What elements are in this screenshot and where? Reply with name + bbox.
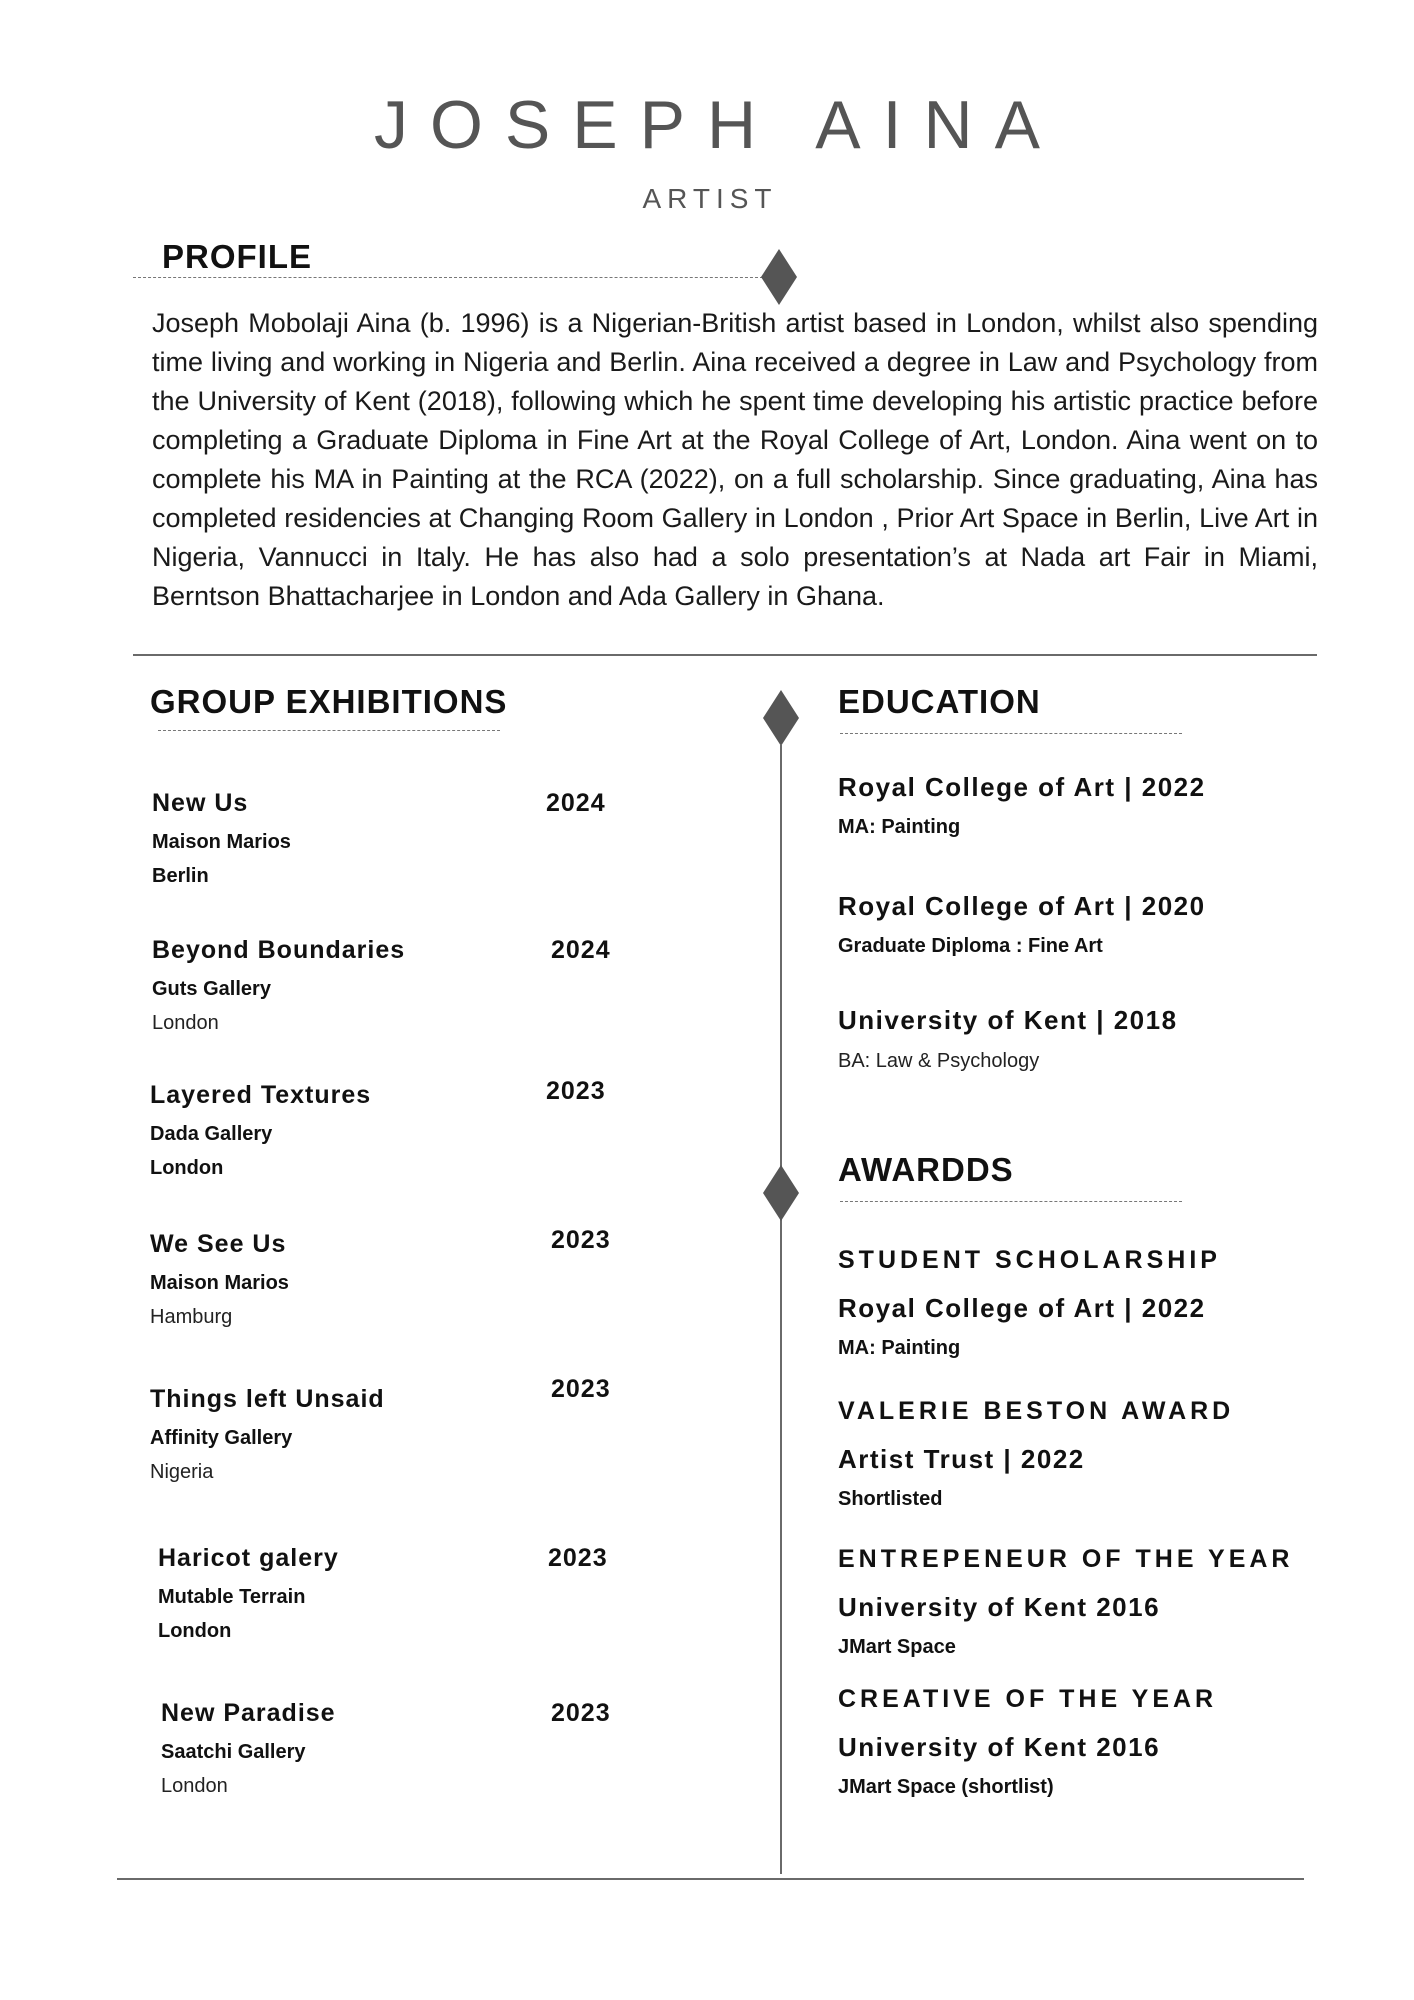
award-name: STUDENT SCHOLARSHIP [838,1246,1221,1274]
timeline-diamond-top [763,690,799,746]
exhibition-year: 2023 [551,1375,611,1403]
awards-heading: AWARDDS [838,1151,1014,1188]
exhibition-venue: Saatchi Gallery [161,1741,306,1763]
profile-text: Joseph Mobolaji Aina (b. 1996) is a Nigerian-British artist based in London, whilst also spending time living and working in Nigeria and Berlin. Aina received a degree in Law and Psychology from the University of Kent (2018), following which he spent time developing his artistic practice before completing a Graduate Diploma in Fine Art at the Royal College of Art, London. Aina went on to complete his MA in Painting at the RCA (2022), on a full scholarship. Since graduating, Aina has completed residencies at Changing Room Gallery in London , Prior Art Space in Berlin, Live Art in Nigeria, Vannucci in Italy. He has also had a solo presentation’s at Nada art Fair in Miami, Berntson Bhattacharjee in London and Ada Gallery in Ghana. [152,308,1318,611]
award-name: VALERIE BESTON AWARD [838,1397,1235,1425]
exhibition-title: New Paradise [161,1699,336,1727]
exhibition-city: Nigeria [150,1461,214,1483]
bottom-divider [117,1878,1304,1880]
timeline-diamond-awards [763,1165,799,1221]
exhibition-title: We See Us [150,1230,287,1258]
exhibition-year: 2023 [546,1077,606,1105]
award-detail: JMart Space (shortlist) [838,1776,1054,1798]
exhibition-title: Things left Unsaid [150,1385,385,1413]
award-org: Royal College of Art | 2022 [838,1293,1206,1323]
profile-dashed-rule [133,277,763,278]
exhibition-venue: Mutable Terrain [158,1586,306,1608]
section-divider [133,654,1317,656]
timeline-vertical-line [780,744,782,1874]
artist-name: JOSEPH AINA [374,87,1062,163]
exhibition-title: New Us [152,789,249,817]
profile-heading: PROFILE [162,238,313,275]
education-detail: BA: Law & Psychology [838,1050,1040,1072]
exhibition-city: London [152,1012,219,1034]
award-detail: MA: Painting [838,1337,961,1359]
exhibition-year: 2023 [548,1544,608,1572]
exhibition-city: London [150,1157,224,1179]
exhibition-venue: Dada Gallery [150,1123,273,1145]
exhibition-title: Layered Textures [150,1081,372,1109]
education-title: Royal College of Art | 2020 [838,891,1206,921]
award-detail: Shortlisted [838,1488,943,1510]
award-org: University of Kent 2016 [838,1732,1161,1762]
exhibition-title: Haricot galery [158,1544,339,1572]
group-exhibitions-heading: GROUP EXHIBITIONS [150,683,508,720]
exhibition-venue: Affinity Gallery [150,1427,293,1449]
award-org: University of Kent 2016 [838,1592,1161,1622]
group-exhibitions-dashed-rule [158,730,500,731]
education-title: Royal College of Art | 2022 [838,772,1206,802]
exhibition-year: 2024 [546,789,606,817]
exhibition-year: 2024 [551,936,611,964]
exhibition-title: Beyond Boundaries [152,936,406,964]
award-org: Artist Trust | 2022 [838,1444,1085,1474]
education-heading: EDUCATION [838,683,1041,720]
education-dashed-rule [840,733,1182,734]
awards-dashed-rule [840,1201,1182,1202]
profile-diamond-ornament [761,249,797,305]
exhibition-city: Berlin [152,865,209,887]
exhibition-city: London [158,1620,232,1642]
award-name: ENTREPENEUR OF THE YEAR [838,1545,1294,1573]
education-detail: Graduate Diploma : Fine Art [838,935,1103,957]
exhibition-venue: Maison Marios [150,1272,289,1294]
exhibition-city: London [161,1775,228,1797]
award-detail: JMart Space [838,1636,956,1658]
exhibition-venue: Maison Marios [152,831,291,853]
education-title: University of Kent | 2018 [838,1005,1178,1035]
education-detail: MA: Painting [838,816,961,838]
award-name: CREATIVE OF THE YEAR [838,1685,1218,1713]
exhibition-venue: Guts Gallery [152,978,271,1000]
exhibition-city: Hamburg [150,1306,233,1328]
exhibition-year: 2023 [551,1226,611,1254]
artist-role: ARTIST [642,183,778,214]
exhibition-year: 2023 [551,1699,611,1727]
